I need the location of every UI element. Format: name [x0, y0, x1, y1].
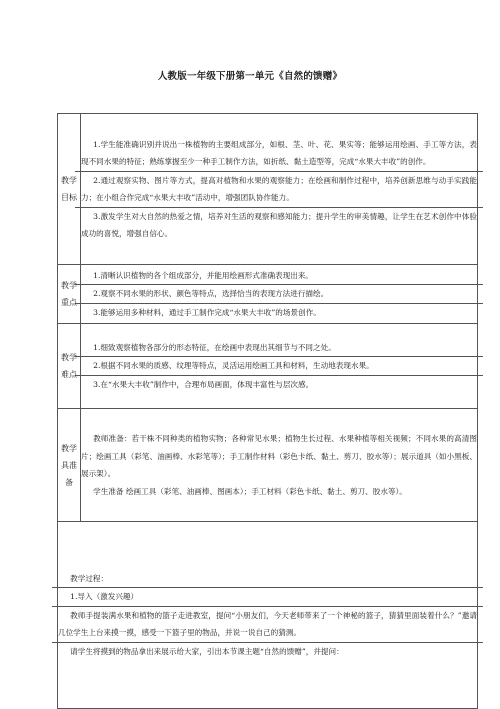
list-item: 1.细致观察植物各部分的形态特征，在绘画中表现出其细节与不同之处。	[93, 342, 336, 352]
list-item: 2.通过观察实物、图片等方式，提高对植物和水果的观察能力；在绘画和制作过程中，培养创新思维与动手实践能力；在小组合作完成“水果大丰收”活动中，增强团队协作能力。	[75, 171, 483, 207]
process-heading: 教学过程：	[70, 573, 109, 583]
key-points-cell	[81, 265, 478, 324]
list-item: 3.激发学生对大自然的热爱之情，培养对生活的观察和感知能力；提升学生的审美情趣，让学生在艺术创作中体验成功的喜悦，增强自信心。	[75, 207, 483, 243]
list-item: 1.学生能准确识别并说出一株植物的主要组成部分，如根、茎、叶、花、果实等；能够运用绘画、手工等方法，表现不同水果的特征；熟练掌握至少一种手工制作方法，如折纸、黏土造型等，完成“水果大丰收”的创作。	[81, 139, 477, 166]
list-item: 1.清晰认识植物的各个组成部分，并能用绘画形式准确表现出来。	[93, 270, 314, 280]
row-label-objectives: 教学目标	[58, 114, 81, 265]
list-item: 学生准备 绘画工具（彩笔、油画棒、图画本）；手工材料（彩色卡纸、黏土、剪刀、胶水等）。	[93, 486, 407, 496]
list-item: 3.在“水果大丰收”制作中，合理布局画面，体现丰富性与层次感。	[75, 375, 483, 394]
lesson-plan-table	[57, 113, 478, 709]
objectives-cell	[81, 114, 478, 265]
table-row	[58, 522, 478, 709]
process-step: 1.导入（激发兴趣）	[52, 587, 483, 606]
difficulties-cell	[81, 324, 478, 409]
list-item: 2.观察不同水果的形状、颜色等特点，选择恰当的表现方法进行描绘。	[75, 284, 483, 303]
list-item: 教师手提装满水果和植物的篮子走进教室，提问“小朋友们，今天老师带来了一个神秘的篮子，猜猜里面装着什么？”邀请几位学生上台来摸一摸，感受一下篮子里的物品，并说一说自己的猜测。	[52, 606, 483, 642]
process-cell	[58, 522, 478, 709]
materials-cell	[81, 409, 478, 522]
table-row	[58, 324, 478, 409]
table-row	[58, 114, 478, 265]
list-item: 教师准备：若干株不同种类的植物实物；各种常见水果；植物生长过程、水果种植等相关视频；不同水果的高清图片；绘画工具（彩笔、油画棒、水彩笔等）；手工制作材料（彩色卡纸、黏土、剪刀、胶水等）；展示道具（如小黑板、展示架）。	[81, 434, 477, 478]
row-label-materials: 教学具准备	[58, 409, 81, 522]
row-label-difficulties: 教学难点	[58, 324, 81, 409]
list-item: 请学生将摸到的物品拿出来展示给大家，引出本节课主题“自然的馈赠”，并提问：	[52, 642, 483, 661]
page-title: 人教版一年级下册第一单元《自然的馈赠》	[157, 71, 343, 82]
list-item: 2.根据不同水果的质感、纹理等特点，灵活运用绘画工具和材料，生动地表现水果。	[75, 356, 483, 375]
row-label-key-points: 教学重点	[58, 265, 81, 324]
table-row	[58, 409, 478, 522]
table-row	[58, 265, 478, 324]
list-item: 3.能够运用多种材料，通过手工制作完成“水果大丰收”的场景创作。	[75, 303, 483, 322]
